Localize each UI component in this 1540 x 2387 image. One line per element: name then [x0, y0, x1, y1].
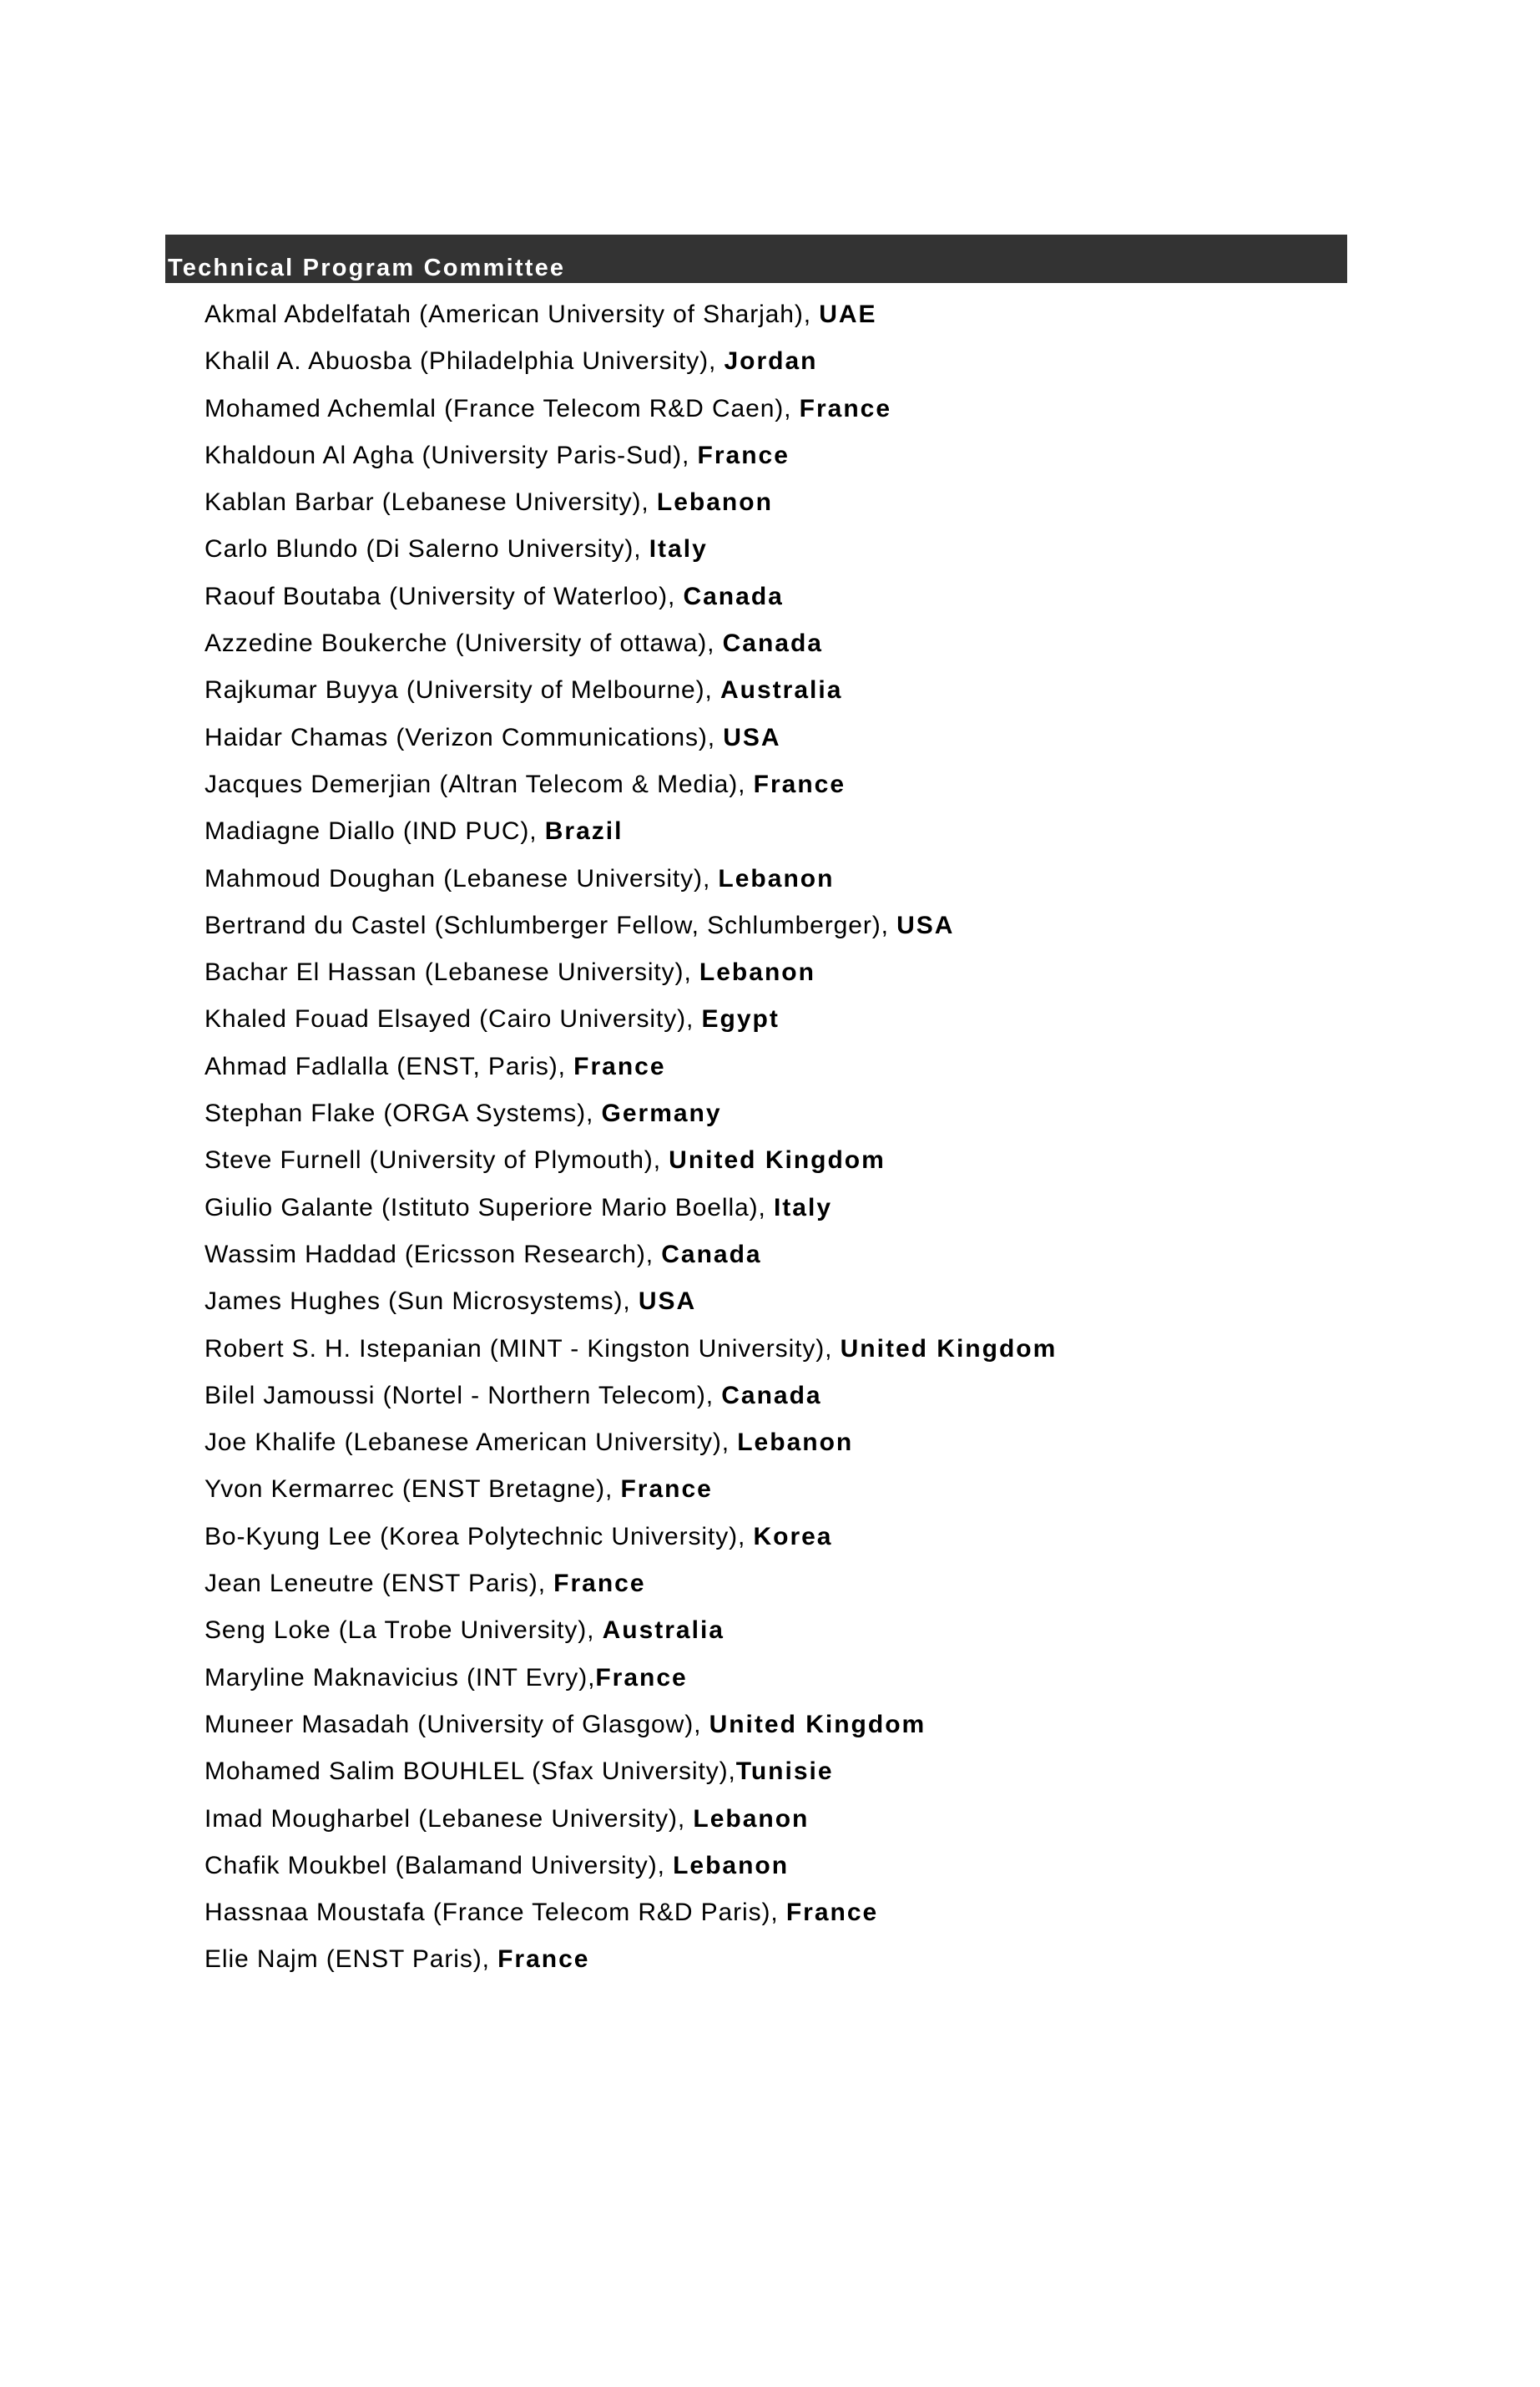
member-affiliation: Carlo Blundo (Di Salerno University), — [204, 535, 649, 564]
committee-member — [204, 1234, 1440, 1281]
member-country: United Kingdom — [840, 1334, 1058, 1363]
member-country: Germany — [601, 1100, 722, 1128]
member-country: France — [497, 1945, 590, 1974]
member-affiliation: Raouf Boutaba (University of Waterloo), — [204, 582, 684, 610]
committee-member — [204, 1798, 1440, 1845]
member-country: Lebanon — [673, 1851, 790, 1879]
member-country: USA — [723, 723, 781, 751]
member-country: Lebanon — [699, 958, 815, 987]
committee-member — [204, 1469, 1440, 1515]
committee-member — [204, 1892, 1440, 1939]
member-affiliation: Stephan Flake (ORGA Systems), — [204, 1100, 602, 1128]
member-country: USA — [896, 911, 955, 939]
committee-member — [204, 764, 1440, 811]
member-affiliation: Seng Loke (La Trobe University), — [204, 1616, 603, 1645]
member-affiliation: Robert S. H. Istepanian (MINT - Kingston University), — [204, 1334, 841, 1363]
member-affiliation: Kablan Barbar (Lebanese University), — [204, 488, 657, 517]
member-country: Brazil — [544, 817, 624, 846]
member-country: Lebanon — [718, 864, 835, 893]
committee-member — [204, 1046, 1440, 1093]
committee-member — [204, 1093, 1440, 1140]
member-affiliation: Jean Leneutre (ENST Paris), — [204, 1570, 554, 1598]
member-country: Lebanon — [693, 1804, 810, 1833]
member-country: Tunisie — [735, 1757, 834, 1786]
member-affiliation: Maryline Maknavicius (INT Evry), — [204, 1663, 596, 1692]
member-affiliation: Chafik Moukbel (Balamand University), — [204, 1851, 674, 1879]
member-country: Jordan — [724, 347, 818, 376]
member-affiliation: Hassnaa Moustafa (France Telecom R&D Paris), — [204, 1899, 786, 1927]
member-country: France — [799, 394, 892, 422]
committee-member — [204, 576, 1440, 623]
member-affiliation: Khaled Fouad Elsayed (Cairo University), — [204, 1005, 702, 1034]
member-affiliation: Mohamed Achemlal (France Telecom R&D Caen), — [204, 394, 800, 422]
committee-member — [204, 717, 1440, 764]
committee-member — [204, 670, 1440, 716]
member-affiliation: Mahmoud Doughan (Lebanese University), — [204, 864, 719, 893]
member-affiliation: Wassim Haddad (Ericsson Research), — [204, 1240, 662, 1268]
member-country: Korea — [753, 1522, 833, 1550]
member-affiliation: Bachar El Hassan (Lebanese University), — [204, 958, 699, 987]
committee-member — [204, 858, 1440, 905]
committee-member — [204, 1328, 1440, 1375]
committee-member — [204, 1751, 1440, 1798]
member-affiliation: Bilel Jamoussi (Nortel - Northern Telecom), — [204, 1381, 722, 1409]
member-country: France — [573, 1052, 666, 1080]
committee-member — [204, 952, 1440, 999]
committee-member — [204, 435, 1440, 482]
member-affiliation: Rajkumar Buyya (University of Melbourne), — [204, 676, 720, 705]
member-affiliation: Khalil A. Abuosba (Philadelphia University), — [204, 347, 725, 376]
member-country: France — [553, 1570, 646, 1598]
member-affiliation: Yvon Kermarrec (ENST Bretagne), — [204, 1475, 621, 1504]
member-country: Australia — [720, 676, 843, 705]
member-country: France — [620, 1475, 713, 1504]
committee-member — [204, 623, 1440, 670]
member-affiliation: Steve Furnell (University of Plymouth), — [204, 1146, 669, 1175]
member-affiliation: Muneer Masadah (University of Glasgow), — [204, 1710, 709, 1738]
committee-member — [204, 999, 1440, 1045]
section-header — [165, 235, 1347, 283]
member-country: UAE — [819, 301, 877, 328]
member-country: France — [753, 770, 846, 798]
committee-member — [204, 1375, 1440, 1422]
committee-member — [204, 1704, 1440, 1751]
committee-member — [204, 1845, 1440, 1892]
committee-member — [204, 1610, 1440, 1656]
member-country: Canada — [661, 1240, 762, 1268]
member-country: Italy — [649, 535, 708, 564]
member-country: Australia — [602, 1616, 725, 1645]
member-affiliation: Jacques Demerjian (Altran Telecom & Media), — [204, 770, 754, 798]
member-country: Canada — [721, 1381, 822, 1409]
member-affiliation: Haidar Chamas (Verizon Communications), — [204, 723, 724, 751]
committee-member — [204, 341, 1440, 387]
member-country: Italy — [773, 1193, 832, 1221]
member-country: Canada — [683, 582, 784, 610]
committee-member — [204, 528, 1440, 575]
section-title: Technical Program Committee — [168, 255, 566, 281]
committee-member — [204, 1563, 1440, 1610]
member-affiliation: Elie Najm (ENST Paris), — [204, 1945, 498, 1974]
member-country: Lebanon — [737, 1429, 854, 1457]
committee-member — [204, 1516, 1440, 1563]
member-country: USA — [638, 1287, 697, 1316]
member-affiliation: Bertrand du Castel (Schlumberger Fellow, Schlumberger), — [204, 911, 897, 939]
member-affiliation: Imad Mougharbel (Lebanese University), — [204, 1804, 694, 1833]
member-affiliation: James Hughes (Sun Microsystems), — [204, 1287, 639, 1316]
committee-member — [204, 905, 1440, 952]
committee-member — [204, 482, 1440, 528]
committee-member — [204, 388, 1440, 435]
member-affiliation: Madiagne Diallo (IND PUC), — [204, 817, 545, 846]
member-affiliation: Giulio Galante (Istituto Superiore Mario Boella), — [204, 1193, 774, 1221]
committee-member — [204, 1657, 1440, 1704]
member-country: Canada — [722, 630, 823, 658]
member-affiliation: Azzedine Boukerche (University of ottawa), — [204, 630, 723, 658]
committee-member — [204, 1422, 1440, 1469]
member-affiliation: Akmal Abdelfatah (American University of Sharjah), — [204, 301, 820, 328]
member-country: United Kingdom — [669, 1146, 886, 1175]
member-affiliation: Bo-Kyung Lee (Korea Polytechnic University), — [204, 1522, 754, 1550]
member-country: United Kingdom — [709, 1710, 927, 1738]
committee-member — [204, 1140, 1440, 1186]
committee-member — [204, 294, 1440, 341]
member-country: France — [785, 1899, 879, 1927]
committee-member — [204, 811, 1440, 857]
member-country: Egypt — [701, 1005, 780, 1034]
committee-member-list — [204, 294, 1440, 1986]
member-country: Lebanon — [656, 488, 773, 517]
member-affiliation: Joe Khalife (Lebanese American University), — [204, 1429, 738, 1457]
committee-member — [204, 1187, 1440, 1234]
member-affiliation: Ahmad Fadlalla (ENST, Paris), — [204, 1052, 574, 1080]
member-affiliation: Khaldoun Al Agha (University Paris-Sud), — [204, 441, 698, 469]
member-affiliation: Mohamed Salim BOUHLEL (Sfax University), — [204, 1757, 736, 1786]
member-country: France — [595, 1663, 688, 1692]
member-country: France — [697, 441, 790, 469]
committee-member — [204, 1939, 1440, 1985]
committee-member — [204, 1281, 1440, 1328]
